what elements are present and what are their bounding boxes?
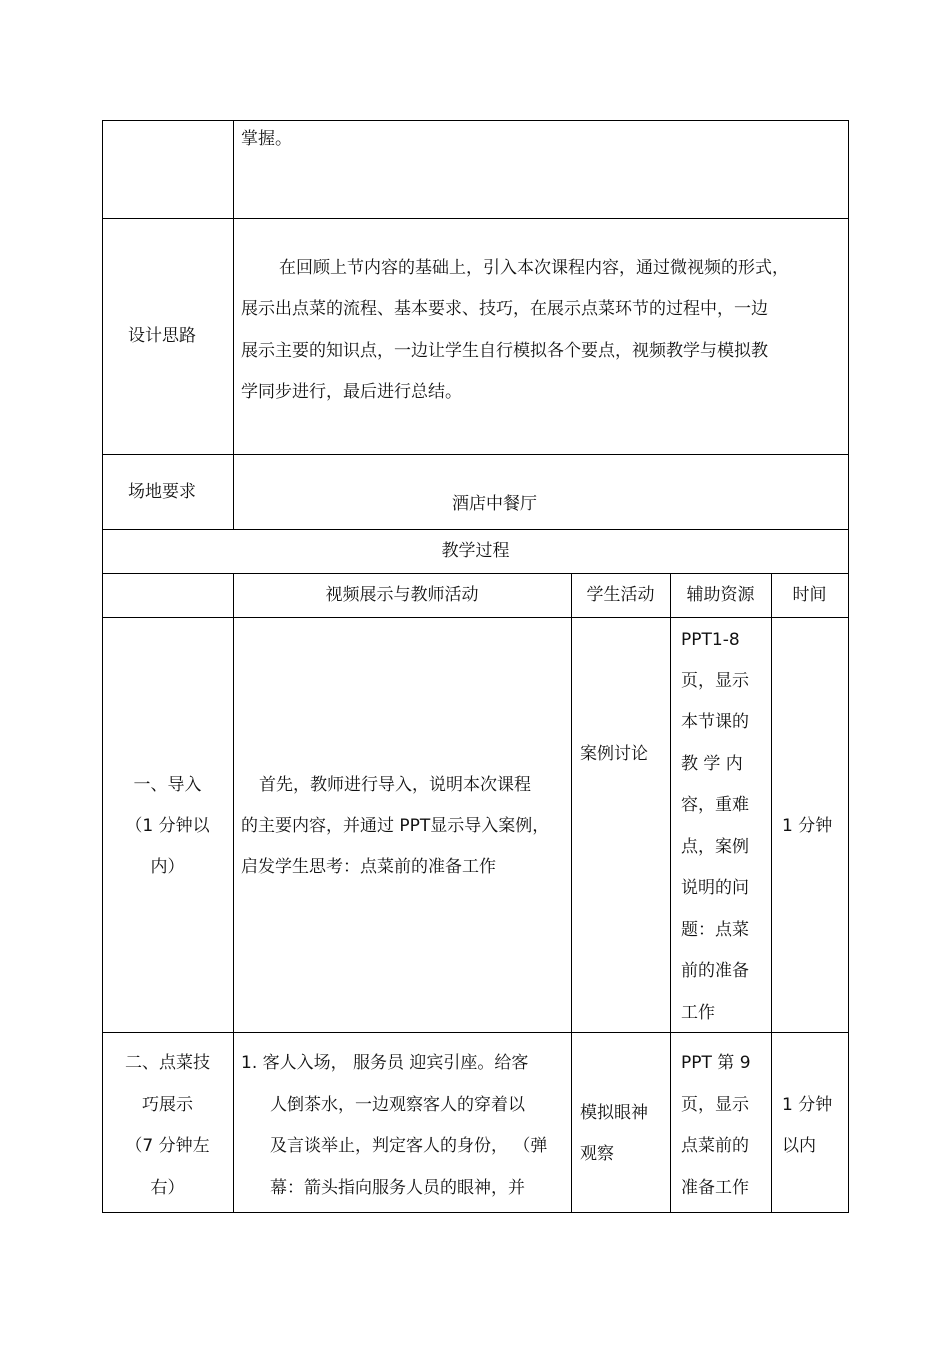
resource-line: 准备工作 <box>681 1178 749 1198</box>
resource-line: 容，重难 <box>681 795 749 815</box>
col-divider <box>233 120 234 529</box>
teacher-line: 人倒茶水，一边观察客人的穿着以 <box>270 1095 525 1115</box>
stage-line: 二、点菜技 <box>125 1053 210 1073</box>
col-divider <box>771 573 772 1213</box>
table-border-right <box>848 120 849 1213</box>
row-divider <box>102 1032 849 1033</box>
header-resource: 辅助资源 <box>686 585 755 605</box>
resource-line: 教 学 内 <box>681 754 743 774</box>
resource-line: 点菜前的 <box>681 1136 749 1156</box>
teacher-line: 幕：箭头指向服务人员的眼神，并 <box>270 1178 525 1198</box>
resource-line: 题：点菜 <box>681 920 749 940</box>
stage-line: 巧展示 <box>142 1095 193 1115</box>
resource-line: 本节课的 <box>681 712 749 732</box>
header-student: 学生活动 <box>586 585 655 605</box>
stage-line: （7 分钟左 <box>125 1136 210 1156</box>
stage-line: 一、导入 <box>133 775 202 795</box>
table-border-left <box>102 120 103 1213</box>
teacher-line: 首先，教师进行导入，说明本次课程 <box>259 775 531 795</box>
table-border-top <box>102 120 849 121</box>
time-value: 1 分钟 <box>782 1095 833 1115</box>
design-line: 学同步进行，最后进行总结。 <box>241 382 462 402</box>
col-divider <box>670 573 671 1213</box>
time-value: 1 分钟 <box>782 816 833 836</box>
resource-line: 页，显示 <box>681 671 749 691</box>
teacher-line: 的主要内容，并通过 PPT显示导入案例， <box>241 816 550 836</box>
resource-line: 点，案例 <box>681 837 749 857</box>
row1-content: 掌握。 <box>241 129 292 149</box>
venue-value: 酒店中餐厅 <box>452 494 537 514</box>
teacher-line: 及言谈举止，判定客人的身份， （弹 <box>270 1136 548 1156</box>
design-line: 在回顾上节内容的基础上，引入本次课程内容，通过微视频的形式， <box>279 258 789 278</box>
student-activity: 模拟眼神 <box>580 1103 648 1123</box>
teacher-line: 1. 客人入场， 服务员 迎宾引座。给客 <box>241 1053 529 1073</box>
resource-line: 说明的问 <box>681 878 749 898</box>
design-line: 展示主要的知识点，一边让学生自行模拟各个要点，视频教学与模拟教 <box>241 341 768 361</box>
row-divider <box>102 573 849 574</box>
row-divider <box>102 218 849 219</box>
table-border-bottom <box>102 1212 849 1213</box>
header-teacher: 视频展示与教师活动 <box>325 585 479 605</box>
design-label: 设计思路 <box>128 326 196 346</box>
design-line: 展示出点菜的流程、基本要求、技巧，在展示点菜环节的过程中，一边 <box>241 299 768 319</box>
resource-line: 前的准备 <box>681 961 749 981</box>
student-activity: 观察 <box>580 1144 614 1164</box>
resource-line: 工作 <box>681 1003 715 1023</box>
stage-line: （1 分钟以 <box>125 816 210 836</box>
row-divider <box>102 529 849 530</box>
row-divider <box>102 617 849 618</box>
stage-line: 右） <box>150 1178 185 1198</box>
venue-label: 场地要求 <box>128 482 196 502</box>
stage-line: 内） <box>150 857 185 877</box>
col-divider <box>571 573 572 1213</box>
time-value: 以内 <box>782 1136 816 1156</box>
resource-line: 页，显示 <box>681 1095 749 1115</box>
header-time: 时间 <box>792 585 827 605</box>
resource-line: PPT1-8 <box>681 630 740 650</box>
resource-line: PPT 第 9 <box>681 1053 751 1073</box>
process-title: 教学过程 <box>441 541 510 561</box>
col-divider <box>233 573 234 1213</box>
teacher-line: 启发学生思考：点菜前的准备工作 <box>241 857 496 877</box>
student-activity: 案例讨论 <box>580 744 648 764</box>
row-divider <box>102 454 849 455</box>
